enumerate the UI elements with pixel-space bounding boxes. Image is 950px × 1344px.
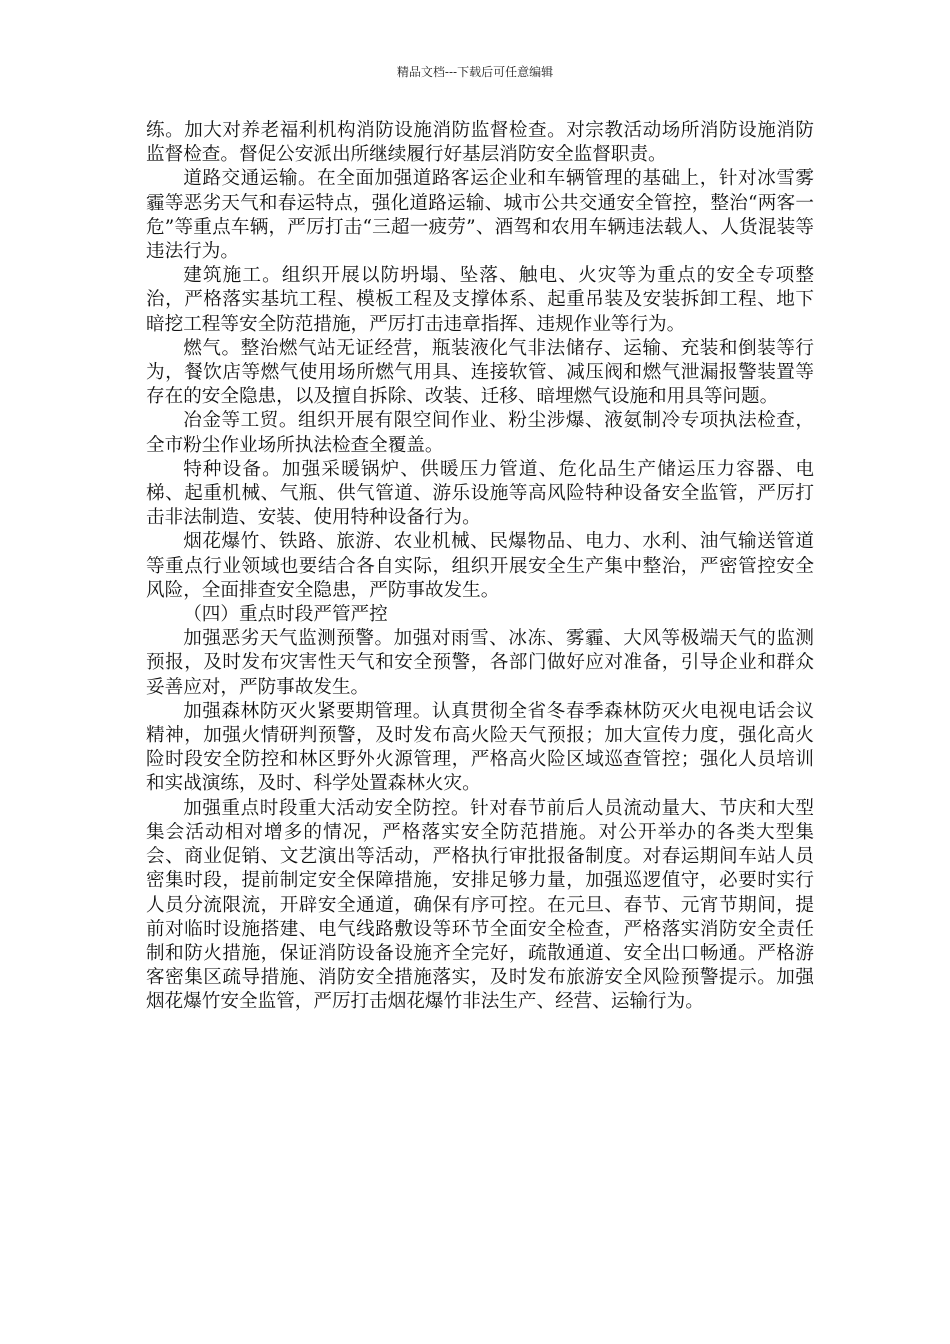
page-header: 精品文档---下载后可任意编辑 xyxy=(396,65,554,79)
paragraph-construction: 建筑施工。组织开展以防坍塌、坠落、触电、火灾等为重点的安全专项整治，严格落实基坑工程、模板工程及支撑体系、起重吊装及安装拆卸工程、地下暗挖工程等安全防范措施，严厉打击违章指挥、违规作业等行为。 xyxy=(146,265,814,335)
paragraph-gas: 燃气。整治燃气站无证经营，瓶装液化气非法储存、运输、充装和倒装等行为，餐饮店等燃气使用场所燃气用具、连接软管、减压阀和燃气泄漏报警装置等存在的安全隐患，以及擅自拆除、改装、迁移、暗埋燃气设施和用具等问题。 xyxy=(146,337,814,408)
document-body xyxy=(146,119,814,1015)
paragraph-road-traffic: 道路交通运输。在全面加强道路客运企业和车辆管理的基础上，针对冰雪雾霾等恶劣天气和春运特点，强化道路运输、城市公共交通安全管控，整治“两客一危”等重点车辆，严厉打击“三超一疲劳”、酒驾和农用车辆违法载人、人货混装等违法行为。 xyxy=(146,168,814,263)
paragraph-other-industries: 烟花爆竹、铁路、旅游、农业机械、民爆物品、电力、水利、油气输送管道等重点行业领域也要结合各自实际，组织开展安全生产集中整治，严密管控安全风险，全面排查安全隐患，严防事故发生。 xyxy=(146,531,814,601)
paragraph-forest-fire: 加强森林防灭火紧要期管理。认真贯彻全省冬春季森林防灭火电视电话会议精神，加强火情研判预警，及时发布高火险天气预报；加大宣传力度，强化高火险时段安全防控和林区野外火源管理，严格高火险区域巡查管控；强化人员培训和实战演练，及时、科学处置森林火灾。 xyxy=(146,700,814,795)
paragraph-metallurgy: 冶金等工贸。组织开展有限空间作业、粉尘涉爆、液氨制冷专项执法检查，全市粉尘作业场所执法检查全覆盖。 xyxy=(146,410,814,456)
section-heading: （四）重点时段严管严控 xyxy=(183,604,388,626)
paragraph-continuation: 练。加大对养老福利机构消防设施消防监督检查。对宗教活动场所消防设施消防监督检查。督促公安派出所继续履行好基层消防安全监督职责。 xyxy=(146,120,814,166)
paragraph-major-events: 加强重点时段重大活动安全防控。针对春节前后人员流动量大、节庆和大型集会活动相对增多的情况，严格落实安全防范措施。对公开举办的各类大型集会、商业促销、文艺演出等活动，严格执行审批报备制度。对春运期间车站人员密集时段，提前制定安全保障措施，安排足够力量，加强巡逻值守，必要时实行人员分流限流，开辟安全通道，确保有序可控。在元旦、春节、元宵节期间，提前对临时设施搭建、电气线路敷设等环节全面安全检查，严格落实消防安全责任制和防火措施，保证消防设备设施齐全完好，疏散通道、安全出口畅通。严格游客密集区疏导措施、消防安全措施落实，及时发布旅游安全风险预警提示。加强烟花爆竹安全监管，严厉打击烟花爆竹非法生产、经营、运输行为。 xyxy=(146,797,814,1013)
paragraph-special-equipment: 特种设备。加强采暖锅炉、供暖压力管道、危化品生产储运压力容器、电梯、起重机械、气瓶、供气管道、游乐设施等高风险特种设备安全监管，严厉打击非法制造、安装、使用特种设备行为。 xyxy=(146,458,814,529)
paragraph-weather-warning: 加强恶劣天气监测预警。加强对雨雪、冰冻、雾霾、大风等极端天气的监测预报，及时发布灾害性天气和安全预警，各部门做好应对准备，引导企业和群众妥善应对，严防事故发生。 xyxy=(146,628,814,698)
